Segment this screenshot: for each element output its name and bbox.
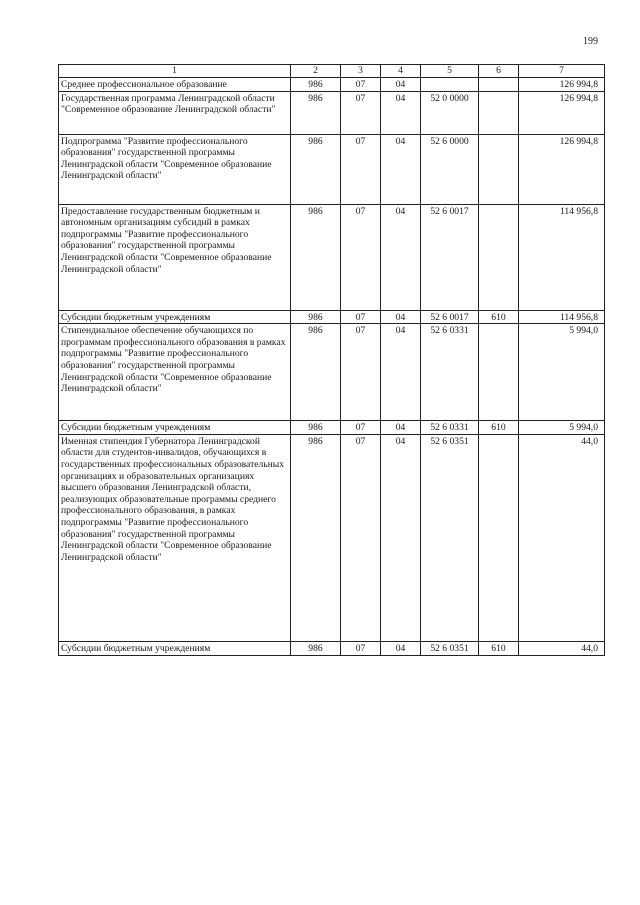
row-rz: 07 bbox=[341, 310, 381, 324]
table-row bbox=[59, 204, 605, 310]
row-rz: 07 bbox=[341, 134, 381, 204]
row-sum: 126 994,8 bbox=[519, 78, 605, 92]
column-header: 7 bbox=[519, 65, 605, 78]
row-ved: 986 bbox=[291, 78, 341, 92]
table-row bbox=[59, 324, 605, 421]
row-name: Подпрограмма "Развитие профессионального образования" государственной программы Ленинградской области "Современное образование Ленинградской области" bbox=[59, 134, 291, 204]
row-csr: 52 6 0017 bbox=[421, 204, 479, 310]
row-sum: 114 956,8 bbox=[519, 204, 605, 310]
table-row bbox=[59, 78, 605, 92]
row-pr: 04 bbox=[381, 434, 421, 641]
row-sum: 126 994,8 bbox=[519, 91, 605, 134]
table-row bbox=[59, 91, 605, 134]
row-csr: 52 6 0331 bbox=[421, 324, 479, 421]
row-csr bbox=[421, 78, 479, 92]
table-header-row bbox=[59, 65, 605, 78]
row-pr: 04 bbox=[381, 134, 421, 204]
column-header: 5 bbox=[421, 65, 479, 78]
table-row bbox=[59, 641, 605, 655]
row-ved: 986 bbox=[291, 421, 341, 435]
row-pr: 04 bbox=[381, 641, 421, 655]
row-name: Субсидии бюджетным учреждениям bbox=[59, 310, 291, 324]
row-name: Субсидии бюджетным учреждениям bbox=[59, 421, 291, 435]
row-rz: 07 bbox=[341, 91, 381, 134]
row-pr: 04 bbox=[381, 78, 421, 92]
row-csr: 52 0 0000 bbox=[421, 91, 479, 134]
column-header: 2 bbox=[291, 65, 341, 78]
row-vr bbox=[479, 324, 519, 421]
row-name: Субсидии бюджетным учреждениям bbox=[59, 641, 291, 655]
row-ved: 986 bbox=[291, 324, 341, 421]
row-vr bbox=[479, 134, 519, 204]
column-header: 6 bbox=[479, 65, 519, 78]
column-header: 1 bbox=[59, 65, 291, 78]
row-sum: 5 994,0 bbox=[519, 421, 605, 435]
row-sum: 44,0 bbox=[519, 641, 605, 655]
row-vr: 610 bbox=[479, 421, 519, 435]
row-csr: 52 6 0331 bbox=[421, 421, 479, 435]
row-vr: 610 bbox=[479, 310, 519, 324]
row-rz: 07 bbox=[341, 324, 381, 421]
row-ved: 986 bbox=[291, 204, 341, 310]
row-name: Предоставление государственным бюджетным и автономным организациям субсидий в рамках подпрограммы "Развитие профессионального образования" государственной программы Ленинградской области "Современное образование Ленинградской области" bbox=[59, 204, 291, 310]
table-row bbox=[59, 421, 605, 435]
row-rz: 07 bbox=[341, 78, 381, 92]
row-csr: 52 6 0351 bbox=[421, 434, 479, 641]
table-row bbox=[59, 434, 605, 641]
row-name: Именная стипендия Губернатора Ленинградской области для студентов-инвалидов, обучающихся в государственных профессиональных образовательных организациях и образовательных организациях высшего образования Ленинградской области, реализующих образовательные программы среднего профессионального образования, в рамках подпрограммы "Развитие профессионального образования" государственной программы Ленинградской области "Современное образование Ленинградской области" bbox=[59, 434, 291, 641]
row-rz: 07 bbox=[341, 204, 381, 310]
table-row bbox=[59, 134, 605, 204]
table-row bbox=[59, 310, 605, 324]
row-ved: 986 bbox=[291, 91, 341, 134]
row-sum: 5 994,0 bbox=[519, 324, 605, 421]
row-pr: 04 bbox=[381, 324, 421, 421]
row-pr: 04 bbox=[381, 421, 421, 435]
row-name: Стипендиальное обеспечение обучающихся по программам профессионального образования в рамках подпрограммы "Развитие профессионального образования" государственной программы Ленинградской области "Современное образование Ленинградской области" bbox=[59, 324, 291, 421]
row-csr: 52 6 0017 bbox=[421, 310, 479, 324]
row-pr: 04 bbox=[381, 310, 421, 324]
row-rz: 07 bbox=[341, 641, 381, 655]
column-header: 3 bbox=[341, 65, 381, 78]
column-header: 4 bbox=[381, 65, 421, 78]
row-csr: 52 6 0000 bbox=[421, 134, 479, 204]
row-ved: 986 bbox=[291, 641, 341, 655]
row-sum: 44,0 bbox=[519, 434, 605, 641]
row-ved: 986 bbox=[291, 434, 341, 641]
row-rz: 07 bbox=[341, 434, 381, 641]
row-vr bbox=[479, 91, 519, 134]
row-pr: 04 bbox=[381, 91, 421, 134]
row-rz: 07 bbox=[341, 421, 381, 435]
row-csr: 52 6 0351 bbox=[421, 641, 479, 655]
row-name: Государственная программа Ленинградской области "Современное образование Ленинградской области" bbox=[59, 91, 291, 134]
row-vr: 610 bbox=[479, 641, 519, 655]
row-vr bbox=[479, 204, 519, 310]
row-sum: 126 994,8 bbox=[519, 134, 605, 204]
row-vr bbox=[479, 434, 519, 641]
row-name: Среднее профессиональное образование bbox=[59, 78, 291, 92]
budget-table bbox=[58, 64, 605, 656]
row-pr: 04 bbox=[381, 204, 421, 310]
row-vr bbox=[479, 78, 519, 92]
row-ved: 986 bbox=[291, 134, 341, 204]
row-sum: 114 956,8 bbox=[519, 310, 605, 324]
row-ved: 986 bbox=[291, 310, 341, 324]
page-number: 199 bbox=[583, 36, 598, 47]
